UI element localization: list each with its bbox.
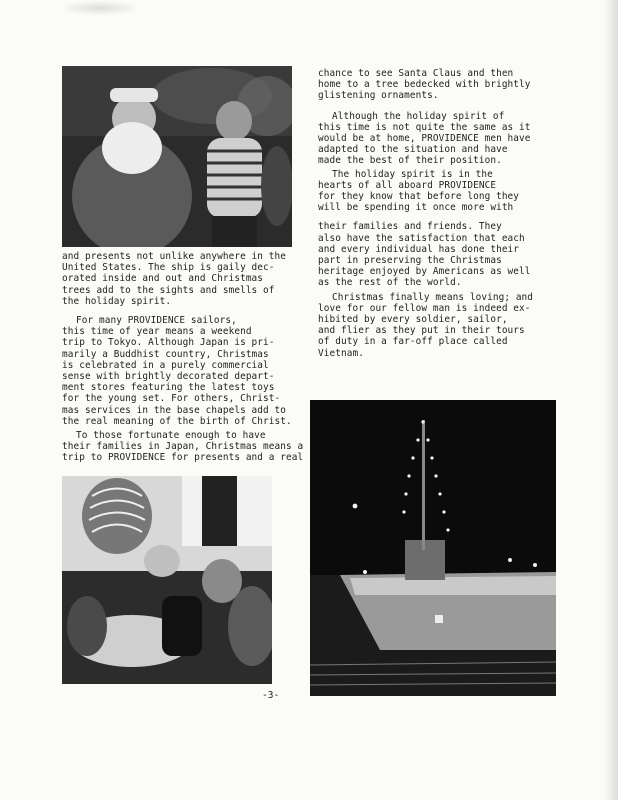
paragraph <box>318 68 550 102</box>
paragraph <box>318 111 550 167</box>
text-line: United States. The ship is gaily dec- <box>62 262 275 274</box>
page-number: -3- <box>262 690 280 701</box>
text-line: and every individual has done their <box>318 243 520 255</box>
text-line: sense with brightly decorated depart- <box>62 371 275 383</box>
paragraph <box>318 292 550 359</box>
text-line: home to a tree bedecked with brightly <box>318 79 531 91</box>
text-line: To those fortunate enough to have <box>76 430 266 442</box>
text-line: made the best of their position. <box>318 155 502 167</box>
page-edge-shadow <box>604 0 618 800</box>
left-column-text <box>62 251 304 464</box>
santa-photo-image <box>62 66 292 247</box>
text-line: ment stores featuring the latest toys <box>62 382 275 394</box>
text-line: Although the holiday spirit of <box>332 110 505 122</box>
text-line: this time is not quite the same as it <box>318 121 531 133</box>
text-line: of duty in a far-off place called <box>318 336 508 348</box>
text-line: The holiday spirit is in the <box>332 168 493 180</box>
text-line: and flier as they put in their tours <box>318 325 525 337</box>
paragraph <box>318 169 550 214</box>
text-line: chance to see Santa Claus and then <box>318 68 514 79</box>
text-line: love for our fellow man is indeed ex- <box>318 302 531 314</box>
party-photo <box>62 476 272 684</box>
text-line: hearts of all aboard PROVIDENCE <box>318 179 497 191</box>
text-line: as the rest of the world. <box>318 277 462 289</box>
text-line: and presents not unlike anywhere in the <box>62 251 287 262</box>
text-line: Vietnam. <box>318 347 364 359</box>
santa-photo <box>62 66 292 247</box>
text-line: also have the satisfaction that each <box>318 232 525 244</box>
party-photo-image <box>62 476 272 684</box>
text-line: adapted to the situation and have <box>318 144 508 156</box>
text-line: marily a Buddhist country, Christmas <box>62 348 269 360</box>
text-line: the holiday spirit. <box>62 295 172 307</box>
text-line: For many PROVIDENCE sailors, <box>76 315 237 327</box>
text-line: is celebrated in a purely commercial <box>62 359 269 371</box>
text-line: for the young set. For others, Christ- <box>62 393 281 405</box>
text-line: their families and friends. They <box>318 221 502 233</box>
ship-night-photo-image <box>310 400 556 696</box>
text-line: mas services in the base chapels add to <box>62 404 287 416</box>
text-line: hibited by every soldier, sailor, <box>318 314 508 326</box>
text-line: the real meaning of the birth of Christ. <box>62 415 292 427</box>
ship-night-photo <box>310 400 556 696</box>
paragraph <box>62 251 298 307</box>
text-line: this time of year means a weekend <box>62 326 252 338</box>
paragraph <box>62 430 304 464</box>
text-line: part in preserving the Christmas <box>318 255 502 267</box>
text-line: their families in Japan, Christmas means a <box>62 441 304 453</box>
text-line: would be at home, PROVIDENCE men have <box>318 133 531 145</box>
text-line: heritage enjoyed by Americans as well <box>318 266 531 278</box>
text-line: trip to Tokyo. Although Japan is pri- <box>62 337 275 349</box>
text-line: trip to PROVIDENCE for presents and a real <box>62 452 304 464</box>
text-line: for they know that before long they <box>318 191 520 203</box>
paragraph <box>62 315 298 427</box>
paper-stain <box>60 0 140 16</box>
paragraph <box>318 221 550 288</box>
text-line: glistening ornaments. <box>318 90 439 102</box>
text-line: will be spending it once more with <box>318 202 514 214</box>
text-line: orated inside and out and Christmas <box>62 273 264 285</box>
text-line: Christmas finally means loving; and <box>332 291 534 303</box>
right-column-text <box>318 68 550 359</box>
text-line: trees add to the sights and smells of <box>62 284 275 296</box>
